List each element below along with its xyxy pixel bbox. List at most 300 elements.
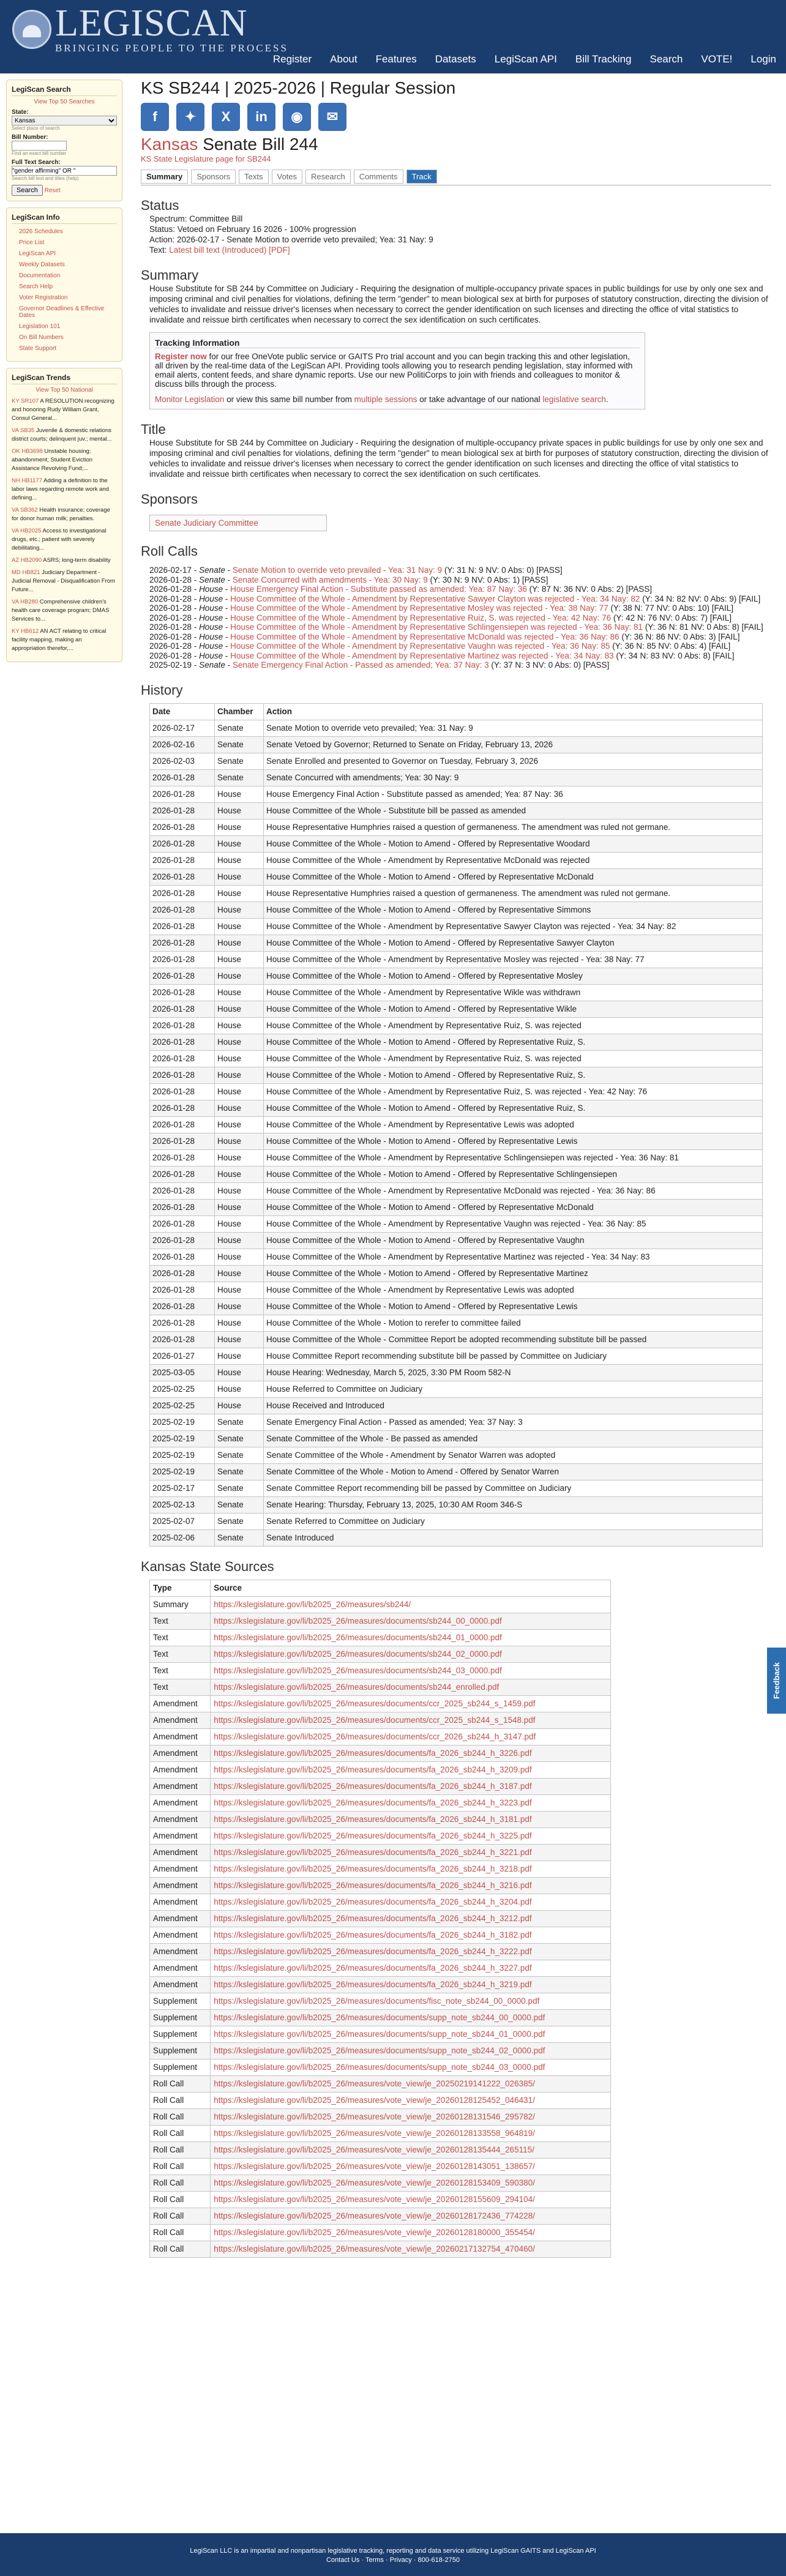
source-cell [211, 2092, 611, 2108]
source-cell [211, 1646, 611, 1662]
nav-link-3[interactable]: Datasets [435, 53, 476, 65]
source-link[interactable]: https://kslegislature.gov/li/b2025_26/measures/documents/ccr_2026_sb244_h_3147.pdf [214, 1732, 536, 1741]
state-legislature-link[interactable]: KS State Legislature page for SB244 [141, 154, 271, 163]
source-cell [211, 1960, 611, 1976]
rollcall-link[interactable]: Senate Motion to override veto prevailed - Yea: 31 Nay: 9 [232, 566, 443, 575]
history-date: 2026-01-28 [150, 1199, 215, 1215]
source-link[interactable]: https://kslegislature.gov/li/b2025_26/measures/documents/fisc_note_sb244_00_0000.pdf [214, 1996, 540, 2006]
top-searches-link[interactable]: View Top 50 Searches [34, 99, 95, 105]
rollcall-list [149, 566, 771, 670]
source-link[interactable]: https://kslegislature.gov/li/b2025_26/measures/documents/fa_2026_sb244_h_3182.pdf [214, 1930, 532, 1939]
history-header: Date [150, 703, 215, 720]
history-action: House Committee of the Whole - Motion to Amend - Offered by Representative Martinez [264, 1265, 763, 1282]
history-chamber: House [215, 1182, 264, 1199]
register-link[interactable]: Register now [155, 352, 207, 361]
history-chamber: House [215, 1067, 264, 1083]
latest-text-link[interactable]: Latest bill text (Introduced) [PDF] [169, 245, 290, 255]
source-type: Supplement [150, 2059, 211, 2075]
source-cell [211, 1662, 611, 1679]
trend-bill-link[interactable]: VA HB2025 [12, 528, 42, 534]
info-box [6, 207, 122, 362]
history-table [149, 703, 763, 1547]
email-icon[interactable]: ✉ [318, 103, 346, 131]
multiple-sessions-link[interactable]: multiple sessions [354, 395, 417, 404]
source-link[interactable]: https://kslegislature.gov/li/b2025_26/measures/vote_view/je_20260128143051_138657/ [214, 2162, 535, 2171]
logo[interactable] [12, 2, 288, 54]
trend-bill-link[interactable]: VA SB362 [12, 507, 38, 513]
source-link[interactable]: https://kslegislature.gov/li/b2025_26/measures/documents/fa_2026_sb244_h_3209.pdf [214, 1765, 532, 1774]
rollcall-item: 2026-01-28 - House - House Committee of the Whole - Amendment by Representative Mosley was rejected - Yea: 38 Nay: 77 (Y: 38 N: 77 NV: 0 Abs: 10) [FAIL] [149, 603, 734, 613]
history-date: 2026-01-28 [150, 1001, 215, 1017]
feedback-tab[interactable]: Feedback [767, 1648, 786, 1714]
info-box-title: LegiScan Info [12, 213, 117, 224]
table-row [150, 2241, 611, 2257]
rollcall-link[interactable]: House Committee of the Whole - Amendment by Representative McDonald was rejected - Yea: 36 Nay: 86 [230, 632, 619, 641]
rollcall-link[interactable]: House Committee of the Whole - Amendment by Representative Vaughn was rejected - Yea: 36 Nay: 85 [230, 641, 610, 651]
table-row [150, 1265, 763, 1282]
source-link[interactable]: https://kslegislature.gov/li/b2025_26/measures/vote_view/je_20250219141222_026385/ [214, 2079, 535, 2088]
history-chamber: House [215, 902, 264, 918]
table-row [150, 1976, 611, 1993]
history-date: 2026-01-28 [150, 1100, 215, 1116]
source-cell [211, 1695, 611, 1712]
history-chamber: House [215, 819, 264, 835]
linkedin-icon[interactable]: in [247, 103, 275, 131]
tab-0[interactable]: Summary [141, 170, 188, 184]
info-link[interactable]: Search Help [19, 283, 53, 290]
source-link[interactable]: https://kslegislature.gov/li/b2025_26/measures/documents/fa_2026_sb244_h_3222.pdf [214, 1947, 532, 1956]
table-row [150, 769, 763, 786]
trend-item [12, 477, 117, 502]
source-type: Roll Call [150, 2141, 211, 2158]
table-row [150, 1249, 763, 1265]
history-chamber: Senate [215, 1463, 264, 1480]
history-action: Senate Motion to override veto prevailed; Yea: 31 Nay: 9 [264, 720, 763, 736]
source-type: Amendment [150, 1811, 211, 1827]
rollcall-chamber: House [199, 594, 223, 603]
rollcall-item: 2026-01-28 - House - House Committee of the Whole - Amendment by Representative McDonald was rejected - Yea: 36 Nay: 86 (Y: 36 N: 86 NV: 0 Abs: 3) [FAIL] [149, 632, 740, 641]
table-row [150, 2141, 611, 2158]
table-row [150, 1166, 763, 1182]
source-type: Text [150, 1613, 211, 1629]
history-action: House Committee of the Whole - Committee Report be adopted recommending substitute bill be passed [264, 1331, 763, 1348]
search-button[interactable]: Search [12, 185, 43, 196]
nav-link-1[interactable]: About [330, 53, 357, 65]
source-link[interactable]: https://kslegislature.gov/li/b2025_26/measures/vote_view/je_20260128180000_355454/ [214, 2228, 535, 2237]
history-date: 2026-01-28 [150, 835, 215, 852]
source-type: Summary [150, 1596, 211, 1613]
trend-item [12, 506, 117, 523]
source-type: Text [150, 1662, 211, 1679]
source-cell [211, 1844, 611, 1861]
info-link[interactable]: Governor Deadlines & Effective Dates [19, 305, 105, 319]
source-link[interactable]: https://kslegislature.gov/li/b2025_26/measures/documents/sb244_01_0000.pdf [214, 1633, 502, 1642]
source-cell [211, 2141, 611, 2158]
history-header-row [150, 703, 763, 720]
source-type: Supplement [150, 1993, 211, 2009]
tab-4[interactable]: Research [305, 170, 351, 184]
source-type: Amendment [150, 1910, 211, 1927]
source-link[interactable]: https://kslegislature.gov/li/b2025_26/measures/documents/fa_2026_sb244_h_3219.pdf [214, 1980, 532, 1989]
rollcall-date: 2026-01-28 [149, 651, 192, 660]
history-chamber: House [215, 1265, 264, 1282]
history-date: 2026-01-28 [150, 984, 215, 1001]
history-date: 2026-01-28 [150, 1050, 215, 1067]
trend-bill-link[interactable]: VA SB35 [12, 427, 35, 434]
nav-link-6[interactable]: Search [649, 53, 683, 65]
fulltext-label: Full Text Search: [12, 159, 61, 166]
trend-item [12, 527, 117, 553]
table-row [150, 2108, 611, 2125]
history-action: Senate Committee of the Whole - Motion to Amend - Offered by Senator Warren [264, 1463, 763, 1480]
history-date: 2026-01-28 [150, 951, 215, 968]
history-chamber: House [215, 1116, 264, 1133]
table-row [150, 852, 763, 868]
history-date: 2026-01-28 [150, 868, 215, 885]
history-chamber: House [215, 1249, 264, 1265]
source-link[interactable]: https://kslegislature.gov/li/b2025_26/measures/vote_view/je_20260128135444_265115/ [214, 2145, 534, 2154]
history-date: 2025-02-13 [150, 1496, 215, 1513]
rollcall-date: 2026-01-28 [149, 575, 192, 584]
summary-text: House Substitute for SB 244 by Committee on Judiciary - Requiring the designation of multiple-occupancy private spaces in public buildings for use by only one sex and imposing criminal and civil penalties for violations, defining the term "gender" to mean biological sex at birth for purposes of statutory construction, directing the division of vehicles to invalidate and reissue driver's licenses when necessary to correct the gender identification on such licenses and directing the office of vital statistics to invalidate and reissue birth certificates when necessary to correct the sex identification on such certificates. [149, 284, 768, 324]
table-row [150, 1232, 763, 1249]
info-item [19, 323, 117, 330]
tracking-text-2: or view this same bill number from [224, 395, 354, 404]
history-date: 2026-01-28 [150, 1315, 215, 1331]
history-chamber: Senate [215, 753, 264, 769]
nav-link-8[interactable]: Login [750, 53, 776, 65]
table-row [150, 1298, 763, 1315]
source-link[interactable]: https://kslegislature.gov/li/b2025_26/measures/vote_view/je_20260128172436_774228/ [214, 2211, 535, 2220]
source-type: Text [150, 1646, 211, 1662]
table-row [150, 1728, 611, 1745]
trend-bill-link[interactable]: KY HB612 [12, 628, 39, 635]
tab-2[interactable]: Texts [239, 170, 268, 184]
source-link[interactable]: https://kslegislature.gov/li/b2025_26/measures/documents/supp_note_sb244_00_0000.pdf [214, 2013, 545, 2022]
nav-link-2[interactable]: Features [375, 53, 417, 65]
rollcall-result: (Y: 31 N: 9 NV: 0 Abs: 0) [PASS] [442, 566, 563, 575]
history-chamber: House [215, 868, 264, 885]
rollcall-link[interactable]: House Committee of the Whole - Amendment by Representative Martinez was rejected - Yea: 34 Nay: 83 [230, 651, 614, 660]
table-row [150, 1282, 763, 1298]
reddit-icon[interactable]: ◉ [283, 103, 311, 131]
source-link[interactable]: https://kslegislature.gov/li/b2025_26/measures/vote_view/je_20260128131546_295782/ [214, 2112, 535, 2121]
trend-bill-link[interactable]: VA HB280 [12, 599, 39, 605]
table-row [150, 2009, 611, 2026]
source-link[interactable]: https://kslegislature.gov/li/b2025_26/measures/documents/fa_2026_sb244_h_3227.pdf [214, 1963, 532, 1973]
history-date: 2025-02-19 [150, 1447, 215, 1463]
reset-link[interactable]: Reset [44, 187, 61, 194]
history-chamber: House [215, 951, 264, 968]
source-type: Roll Call [150, 2208, 211, 2224]
source-cell [211, 1827, 611, 1844]
rollcall-chamber: House [199, 613, 223, 622]
history-action: Senate Enrolled and presented to Governor on Tuesday, February 3, 2026 [264, 753, 763, 769]
history-chamber: House [215, 1166, 264, 1182]
source-link[interactable]: https://kslegislature.gov/li/b2025_26/measures/vote_view/je_20260128155609_294104/ [214, 2195, 535, 2204]
trend-text: Judiciary Department - Judicial Removal - Disqualification From Future... [12, 569, 115, 593]
source-type: Amendment [150, 1894, 211, 1910]
history-action: House Committee of the Whole - Amendment by Representative Ruiz, S. was rejected [264, 1050, 763, 1067]
history-date: 2026-01-28 [150, 1265, 215, 1282]
source-cell [211, 1613, 611, 1629]
table-row [150, 1100, 763, 1116]
nav-link-7[interactable]: VOTE! [701, 53, 733, 65]
table-row [150, 1993, 611, 2009]
rollcall-chamber: House [199, 641, 223, 651]
state-select[interactable] [12, 116, 117, 125]
tab-3[interactable]: Votes [272, 170, 303, 184]
sponsors-title: Sponsors [141, 491, 198, 507]
history-date: 2025-02-25 [150, 1381, 215, 1397]
history-chamber: House [215, 1331, 264, 1348]
table-row [150, 1877, 611, 1894]
history-action: House Committee of the Whole - Amendment by Representative Sawyer Clayton was rejected - Yea: 34 Nay: 82 [264, 918, 763, 935]
history-action: Senate Referred to Committee on Judiciary [264, 1513, 763, 1529]
history-date: 2026-01-28 [150, 1017, 215, 1034]
table-row [150, 1447, 763, 1463]
source-link[interactable]: https://kslegislature.gov/li/b2025_26/measures/documents/ccr_2025_sb244_s_1459.pdf [214, 1699, 536, 1708]
source-link[interactable]: https://kslegislature.gov/li/b2025_26/measures/documents/fa_2026_sb244_h_3181.pdf [214, 1815, 532, 1824]
table-row [150, 2158, 611, 2175]
source-cell [211, 1629, 611, 1646]
nav-link-0[interactable]: Register [272, 53, 312, 65]
info-link[interactable]: State Support [19, 345, 57, 352]
info-link[interactable]: Voter Registration [19, 294, 68, 301]
history-date: 2026-01-28 [150, 1249, 215, 1265]
history-date: 2026-01-27 [150, 1348, 215, 1364]
source-type: Text [150, 1679, 211, 1695]
history-action: House Committee of the Whole - Amendment by Representative Lewis was adopted [264, 1116, 763, 1133]
source-link[interactable]: https://kslegislature.gov/li/b2025_26/measures/documents/fa_2026_sb244_h_3204.pdf [214, 1897, 532, 1906]
source-link[interactable]: https://kslegislature.gov/li/b2025_26/measures/documents/sb244_02_0000.pdf [214, 1649, 502, 1659]
table-row [150, 1745, 611, 1761]
table-row [150, 984, 763, 1001]
trend-bill-link[interactable]: AZ HB2090 [12, 557, 42, 564]
table-row [150, 1463, 763, 1480]
history-chamber: House [215, 1149, 264, 1166]
nav-link-4[interactable]: LegiScan API [494, 53, 557, 65]
rollcall-link[interactable]: Senate Emergency Final Action - Passed as amended; Yea: 37 Nay: 3 [232, 660, 489, 670]
rollcall-chamber: Senate [199, 566, 225, 575]
trend-item [12, 569, 117, 594]
table-row [150, 1596, 611, 1613]
history-action: House Committee of the Whole - Motion to Amend - Offered by Representative Woodard [264, 835, 763, 852]
sources-title: Kansas State Sources [141, 1558, 274, 1574]
rollcall-link[interactable]: House Committee of the Whole - Amendment by Representative Schlingensiepen was rejected - Yea: 36 Nay: 81 [230, 622, 643, 632]
tab-6[interactable]: Track [406, 170, 437, 184]
trend-bill-link[interactable]: KY SR107 [12, 398, 39, 405]
history-action: House Committee of the Whole - Amendment by Representative McDonald was rejected - Yea: 36 Nay: 86 [264, 1182, 763, 1199]
source-cell [211, 1761, 611, 1778]
source-link[interactable]: https://kslegislature.gov/li/b2025_26/measures/vote_view/je_20260128125452_046431/ [214, 2096, 535, 2105]
history-chamber: House [215, 1381, 264, 1397]
x-icon[interactable]: X [212, 103, 240, 131]
status-text: Status: Vetoed on February 16 2026 - 100% progression [149, 225, 356, 234]
table-row [150, 1794, 611, 1811]
source-cell [211, 2191, 611, 2208]
history-action: House Committee of the Whole - Amendment by Representative Wikle was withdrawn [264, 984, 763, 1001]
history-date: 2026-01-28 [150, 1298, 215, 1315]
source-link[interactable]: https://kslegislature.gov/li/b2025_26/measures/documents/fa_2026_sb244_h_3226.pdf [214, 1749, 532, 1758]
source-cell [211, 1745, 611, 1761]
source-link[interactable]: https://kslegislature.gov/li/b2025_26/measures/vote_view/je_20260128153409_590380/ [214, 2178, 535, 2187]
source-link[interactable]: https://kslegislature.gov/li/b2025_26/measures/documents/supp_note_sb244_03_0000.pdf [214, 2063, 545, 2072]
history-action: House Representative Humphries raised a question of germaneness. The amendment was ruled not germane. [264, 819, 763, 835]
source-link[interactable]: https://kslegislature.gov/li/b2025_26/measures/documents/fa_2026_sb244_h_3216.pdf [214, 1881, 532, 1890]
history-action: House Committee Report recommending substitute bill be passed by Committee on Judiciary [264, 1348, 763, 1364]
history-action: House Committee of the Whole - Substitute bill be passed as amended [264, 802, 763, 819]
info-item [19, 272, 117, 279]
last-action: Action: 2026-02-17 - Senate Motion to override veto prevailed; Yea: 31 Nay: 9 [149, 235, 433, 244]
history-date: 2026-01-28 [150, 1149, 215, 1166]
source-cell [211, 2075, 611, 2092]
history-date: 2026-02-16 [150, 736, 215, 753]
trend-list [12, 397, 117, 653]
rollcall-date: 2026-01-28 [149, 594, 192, 603]
source-type: Roll Call [150, 2075, 211, 2092]
source-cell [211, 2108, 611, 2125]
source-link[interactable]: https://kslegislature.gov/li/b2025_26/measures/documents/fa_2026_sb244_h_3218.pdf [214, 1864, 532, 1873]
history-chamber: House [215, 802, 264, 819]
source-link[interactable]: https://kslegislature.gov/li/b2025_26/measures/sb244/ [214, 1600, 411, 1609]
monitor-link[interactable]: Monitor Legislation [155, 395, 225, 404]
fulltext-input[interactable] [12, 166, 117, 176]
rollcall-result: (Y: 37 N: 3 NV: 0 Abs: 0) [PASS] [488, 660, 610, 670]
history-date: 2026-01-28 [150, 1215, 215, 1232]
rollcall-chamber: House [199, 651, 223, 660]
rollcall-item: 2026-01-28 - House - House Committee of the Whole - Amendment by Representative Ruiz, S. was rejected - Yea: 42 Nay: 76 (Y: 42 N: 76 NV: 0 Abs: 7) [FAIL] [149, 613, 732, 622]
site-header [0, 0, 786, 73]
source-link[interactable]: https://kslegislature.gov/li/b2025_26/measures/documents/fa_2026_sb244_h_3212.pdf [214, 1914, 532, 1923]
history-action: Senate Introduced [264, 1529, 763, 1546]
footer-links[interactable]: Contact Us · Terms · Privacy · 800-618-2750 [326, 2556, 460, 2564]
info-link[interactable]: LegiScan API [19, 250, 56, 257]
top-national-link[interactable]: View Top 50 National [36, 387, 93, 394]
rollcall-result: (Y: 34 N: 82 NV: 0 Abs: 9) [FAIL] [640, 594, 761, 603]
source-link[interactable]: https://kslegislature.gov/li/b2025_26/measures/documents/fa_2026_sb244_h_3225.pdf [214, 1831, 532, 1840]
bill-number-input[interactable] [12, 141, 67, 151]
history-action: House Committee of the Whole - Amendment by Representative Martinez was rejected - Yea: 34 Nay: 83 [264, 1249, 763, 1265]
tab-5[interactable]: Comments [354, 170, 403, 184]
rollcall-link[interactable]: House Committee of the Whole - Amendment by Representative Sawyer Clayton was rejected - Yea: 34 Nay: 82 [230, 594, 640, 603]
history-date: 2025-02-19 [150, 1414, 215, 1430]
info-item [19, 305, 117, 319]
bill-heading [141, 135, 771, 154]
trend-bill-link[interactable]: OK HB3698 [12, 448, 43, 455]
legislative-search-link[interactable]: legislative search [542, 395, 606, 404]
source-link[interactable]: https://kslegislature.gov/li/b2025_26/measures/documents/fa_2026_sb244_h_3187.pdf [214, 1782, 532, 1791]
table-row [150, 1943, 611, 1960]
table-row [150, 2191, 611, 2208]
source-type: Amendment [150, 1778, 211, 1794]
history-chamber: House [215, 1348, 264, 1364]
source-link[interactable]: https://kslegislature.gov/li/b2025_26/measures/documents/supp_note_sb244_02_0000.pdf [214, 2046, 545, 2055]
source-cell [211, 1976, 611, 1993]
source-link[interactable]: https://kslegislature.gov/li/b2025_26/measures/documents/ccr_2025_sb244_s_1548.pdf [214, 1715, 536, 1725]
nav-link-5[interactable]: Bill Tracking [575, 53, 632, 65]
info-link[interactable]: Price List [19, 239, 45, 246]
source-type: Roll Call [150, 2092, 211, 2108]
source-link[interactable]: https://kslegislature.gov/li/b2025_26/measures/vote_view/je_20260128133558_964819/ [214, 2129, 535, 2138]
table-row [150, 1662, 611, 1679]
source-type: Amendment [150, 1943, 211, 1960]
rollcall-link[interactable]: House Committee of the Whole - Amendment by Representative Mosley was rejected - Yea: 38 Nay: 77 [230, 603, 608, 613]
trend-bill-link[interactable]: NH HB1177 [12, 477, 42, 484]
source-link[interactable]: https://kslegislature.gov/li/b2025_26/measures/vote_view/je_20260217132754_470460/ [214, 2244, 535, 2253]
source-type: Supplement [150, 2009, 211, 2026]
top-nav [255, 53, 776, 65]
rollcall-link[interactable]: House Emergency Final Action - Substitute passed as amended: Yea: 87 Nay: 36 [230, 584, 527, 594]
table-row [150, 2224, 611, 2241]
source-cell [211, 1811, 611, 1827]
source-link[interactable]: https://kslegislature.gov/li/b2025_26/measures/documents/sb244_00_0000.pdf [214, 1616, 502, 1626]
history-action: Senate Committee of the Whole - Amendment by Senator Warren was adopted [264, 1447, 763, 1463]
trend-item [12, 397, 117, 423]
source-link[interactable]: https://kslegislature.gov/li/b2025_26/measures/documents/sb244_enrolled.pdf [214, 1682, 500, 1692]
history-date: 2026-01-28 [150, 1182, 215, 1199]
source-header: Type [150, 1580, 211, 1596]
rollcall-result: (Y: 87 N: 36 NV: 0 Abs: 2) [PASS] [526, 584, 652, 594]
info-link[interactable]: Legislation 101 [19, 323, 61, 330]
tab-1[interactable]: Sponsors [191, 170, 236, 184]
history-chamber: House [215, 1100, 264, 1116]
table-row [150, 1960, 611, 1976]
rollcall-item: 2026-01-28 - House - House Committee of the Whole - Amendment by Representative Vaughn was rejected - Yea: 36 Nay: 85 (Y: 36 N: 85 NV: 0 Abs: 4) [FAIL] [149, 641, 731, 651]
rollcall-link[interactable]: Senate Concurred with amendments - Yea: 30 Nay: 9 [232, 575, 428, 584]
table-row [150, 1149, 763, 1166]
trend-text: A RESOLUTION recognizing and honoring Rudy William Grant, Consul General... [12, 398, 114, 422]
table-row [150, 1480, 763, 1496]
history-chamber: House [215, 1282, 264, 1298]
rollcall-link[interactable]: House Committee of the Whole - Amendment by Representative Ruiz, S. was rejected - Yea: 42 Nay: 76 [230, 613, 612, 622]
source-type: Amendment [150, 1844, 211, 1861]
history-chamber: House [215, 1083, 264, 1100]
trend-bill-link[interactable]: MD HB821 [12, 569, 40, 576]
title-text: House Substitute for SB 244 by Committee on Judiciary - Requiring the designation of multiple-occupancy private spaces in public buildings for use by only one sex and imposing criminal and civil penalties for violations, defining the term "gender" to mean biological sex at birth for purposes of statutory construction, directing the division of vehicles to invalidate and reissue driver's licenses when necessary to correct the gender identification on such licenses and directing the office of vital statistics to invalidate and reissue birth certificates when necessary to correct the sex identification on such certificates. [149, 438, 768, 479]
rollcall-date: 2026-02-17 [149, 566, 192, 575]
info-link[interactable]: Documentation [19, 272, 61, 279]
facebook-icon[interactable]: f [141, 103, 169, 131]
source-link[interactable]: https://kslegislature.gov/li/b2025_26/measures/documents/sb244_03_0000.pdf [214, 1666, 502, 1675]
history-chamber: Senate [215, 1480, 264, 1496]
history-action: House Committee of the Whole - Amendment by Representative Lewis was adopted [264, 1282, 763, 1298]
source-link[interactable]: https://kslegislature.gov/li/b2025_26/measures/documents/supp_note_sb244_01_0000.pdf [214, 2029, 545, 2039]
rollcall-item: 2025-02-19 - Senate - Senate Emergency Final Action - Passed as amended; Yea: 37 Nay: 3 (Y: 37 N: 3 NV: 0 Abs: 0) [PASS] [149, 660, 610, 670]
info-link[interactable]: Weekly Datasets [19, 261, 65, 268]
source-cell [211, 1993, 611, 2009]
trend-text: Juvenile & domestic relations district courts; delinquent juv.; mental... [12, 427, 112, 442]
sponsor-link[interactable]: Senate Judiciary Committee [155, 518, 258, 528]
source-link[interactable]: https://kslegislature.gov/li/b2025_26/measures/documents/fa_2026_sb244_h_3221.pdf [214, 1848, 532, 1857]
history-action: House Committee of the Whole - Motion to Amend - Offered by Representative Schlingensiepen [264, 1166, 763, 1182]
sponsor-card [149, 515, 327, 531]
history-date: 2026-01-28 [150, 819, 215, 835]
history-chamber: House [215, 835, 264, 852]
history-date: 2026-01-28 [150, 1133, 215, 1149]
info-link[interactable]: On Bill Numbers [19, 334, 64, 341]
source-link[interactable]: https://kslegislature.gov/li/b2025_26/measures/documents/fa_2026_sb244_h_3223.pdf [214, 1798, 532, 1807]
info-item [19, 239, 117, 246]
table-row [150, 1133, 763, 1149]
source-type: Roll Call [150, 2241, 211, 2257]
table-row [150, 1116, 763, 1133]
info-link[interactable]: 2026 Schedules [19, 228, 63, 235]
table-row [150, 1199, 763, 1215]
table-row [150, 1513, 763, 1529]
bluesky-icon[interactable]: ✦ [176, 103, 204, 131]
history-action: House Committee of the Whole - Motion to Amend - Offered by Representative Mosley [264, 968, 763, 984]
